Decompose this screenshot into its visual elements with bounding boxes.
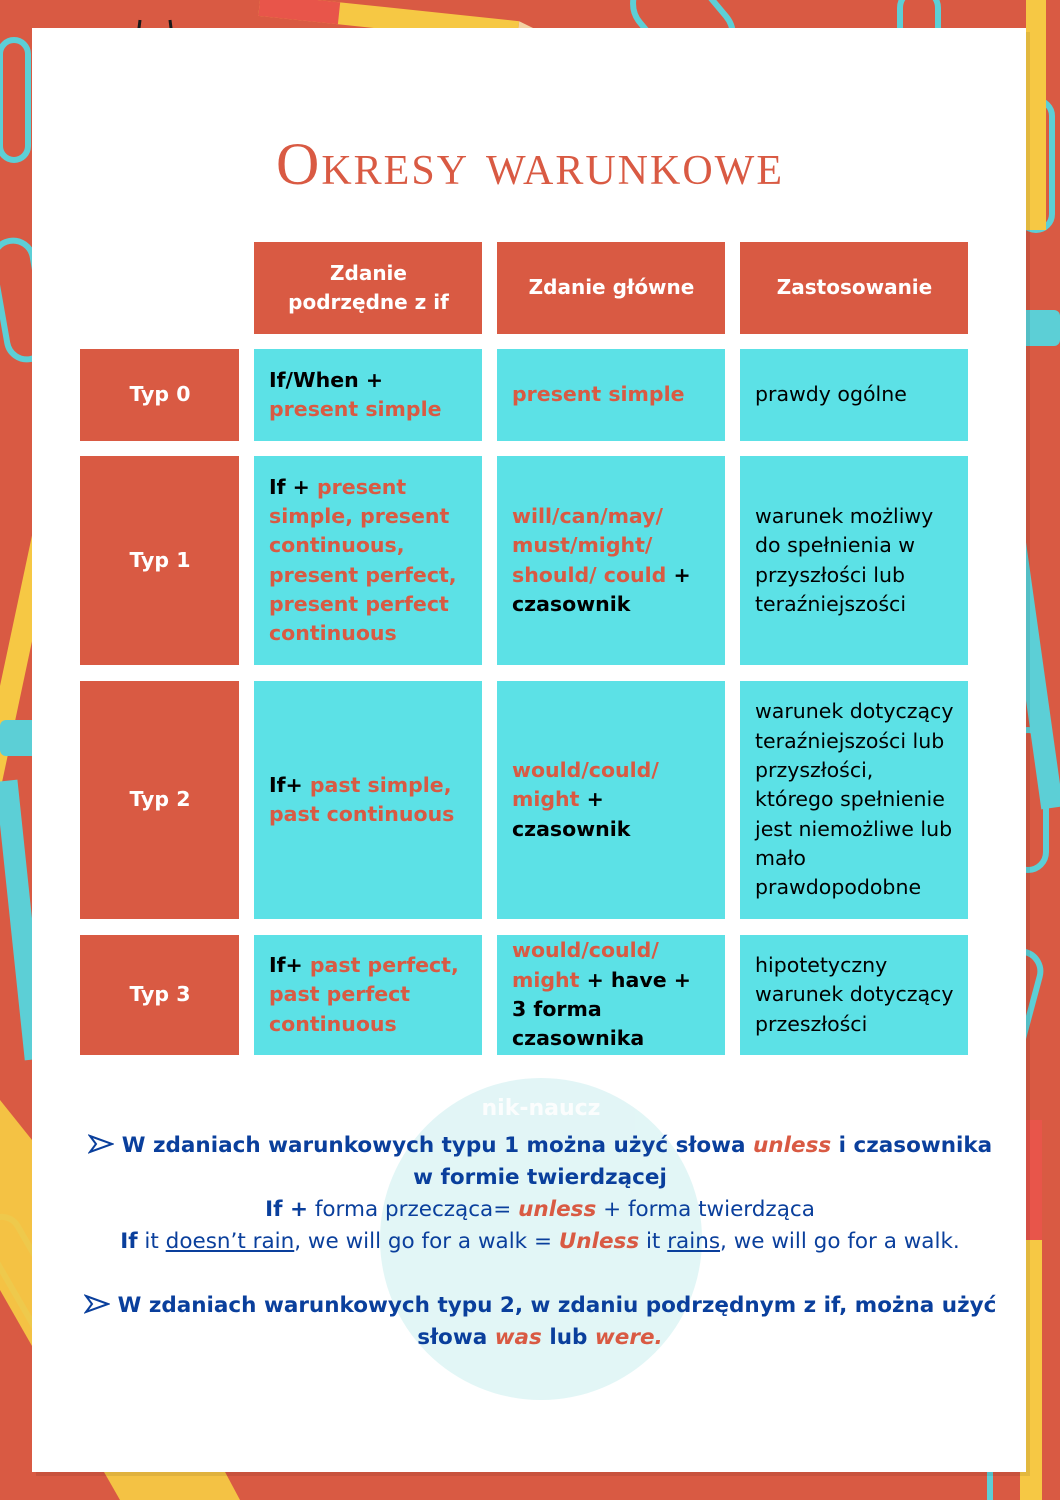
note2-was: was xyxy=(494,1325,542,1350)
if-tense: past perfect, past perfect continuous xyxy=(269,953,459,1036)
row-type-label: Typ 1 xyxy=(80,456,239,665)
main-tense: would/could/ might xyxy=(512,938,659,992)
note1-negative: forma przecząca= xyxy=(307,1197,519,1222)
header-usage: Zastosowanie xyxy=(740,242,968,334)
arrow-bullet-icon xyxy=(88,1134,114,1154)
example-walk-2: , we will go for a walk. xyxy=(720,1229,960,1254)
usage-cell: hipotetyczny warunek dotyczący przeszłości xyxy=(740,935,968,1055)
example-it: it xyxy=(137,1229,166,1254)
if-tense: past simple, past continuous xyxy=(269,772,455,826)
if-lead: If+ xyxy=(269,953,310,978)
usage-cell: warunek możliwy do spełnienia w przyszłości lub teraźniejszości xyxy=(740,456,968,665)
if-clause-cell xyxy=(254,349,482,441)
main-clause-cell xyxy=(497,681,725,919)
main-tense: would/could/ might xyxy=(512,758,659,812)
example-rains: rains xyxy=(667,1229,721,1254)
note1-unless-2: unless xyxy=(518,1197,597,1222)
example-walk: , we will go for a walk = xyxy=(294,1229,559,1254)
main-clause-cell xyxy=(497,935,725,1055)
if-tense: present simple xyxy=(269,397,442,421)
note1-text-a: W zdaniach warunkowych typu 1 można użyć słowa xyxy=(121,1133,753,1158)
row-type-label: Typ 2 xyxy=(80,681,239,919)
note2-were: were. xyxy=(594,1325,663,1350)
note1-affirmative: + forma twierdząca xyxy=(596,1197,815,1222)
page-title: Okresy warunkowe xyxy=(276,131,784,197)
usage-cell: warunek dotyczący teraźniejszości lub przyszłości, którego spełnienie jest niemożliwe lub mało prawdopodobne xyxy=(740,681,968,919)
example-doesnt-rain: doesn’t rain xyxy=(165,1229,295,1254)
arrow-bullet-icon xyxy=(84,1294,110,1314)
note1-unless: unless xyxy=(753,1133,832,1158)
note1-text-c: i czasownika w formie twierdzącej xyxy=(413,1133,993,1190)
if-lead: If + xyxy=(269,474,317,499)
main-tail: + czasownik xyxy=(512,787,631,841)
row-type-label: Typ 3 xyxy=(80,935,239,1055)
row-type-label: Typ 0 xyxy=(80,349,239,441)
example-unless: Unless xyxy=(558,1229,640,1254)
example-it-2: it xyxy=(639,1229,668,1254)
if-clause-cell xyxy=(254,681,482,919)
note2-text-a: W zdaniach warunkowych typu 2, w zdaniu podrzędnym z if, można użyć słowa xyxy=(117,1293,997,1350)
usage-cell: prawdy ogólne xyxy=(740,349,968,441)
if-clause-cell xyxy=(254,935,482,1055)
watermark-text: nik-naucz xyxy=(481,1096,601,1121)
main-tail: + have + 3 forma czasownika xyxy=(512,967,691,1051)
note-unless xyxy=(80,1130,1000,1258)
main-clause-cell xyxy=(497,349,725,441)
main-clause-cell xyxy=(497,456,725,665)
note1-if-plus: If + xyxy=(265,1197,308,1222)
if-lead: If+ xyxy=(269,772,310,797)
if-tense: present simple, present continuous, present perfect, present perfect continuous xyxy=(269,474,457,646)
header-main-clause: Zdanie główne xyxy=(497,242,725,334)
if-lead: If/When + xyxy=(269,367,384,392)
main-tail: + czasownik xyxy=(512,562,691,616)
note2-or: lub xyxy=(541,1325,595,1350)
if-clause-cell xyxy=(254,456,482,665)
header-if-clause: Zdanie podrzędne z if xyxy=(254,242,482,334)
example-if: If xyxy=(120,1229,138,1254)
note-was-were xyxy=(80,1290,1000,1354)
main-tense: present simple xyxy=(512,382,685,407)
main-tense: will/can/may/ must/might/ should/ could xyxy=(512,503,667,587)
